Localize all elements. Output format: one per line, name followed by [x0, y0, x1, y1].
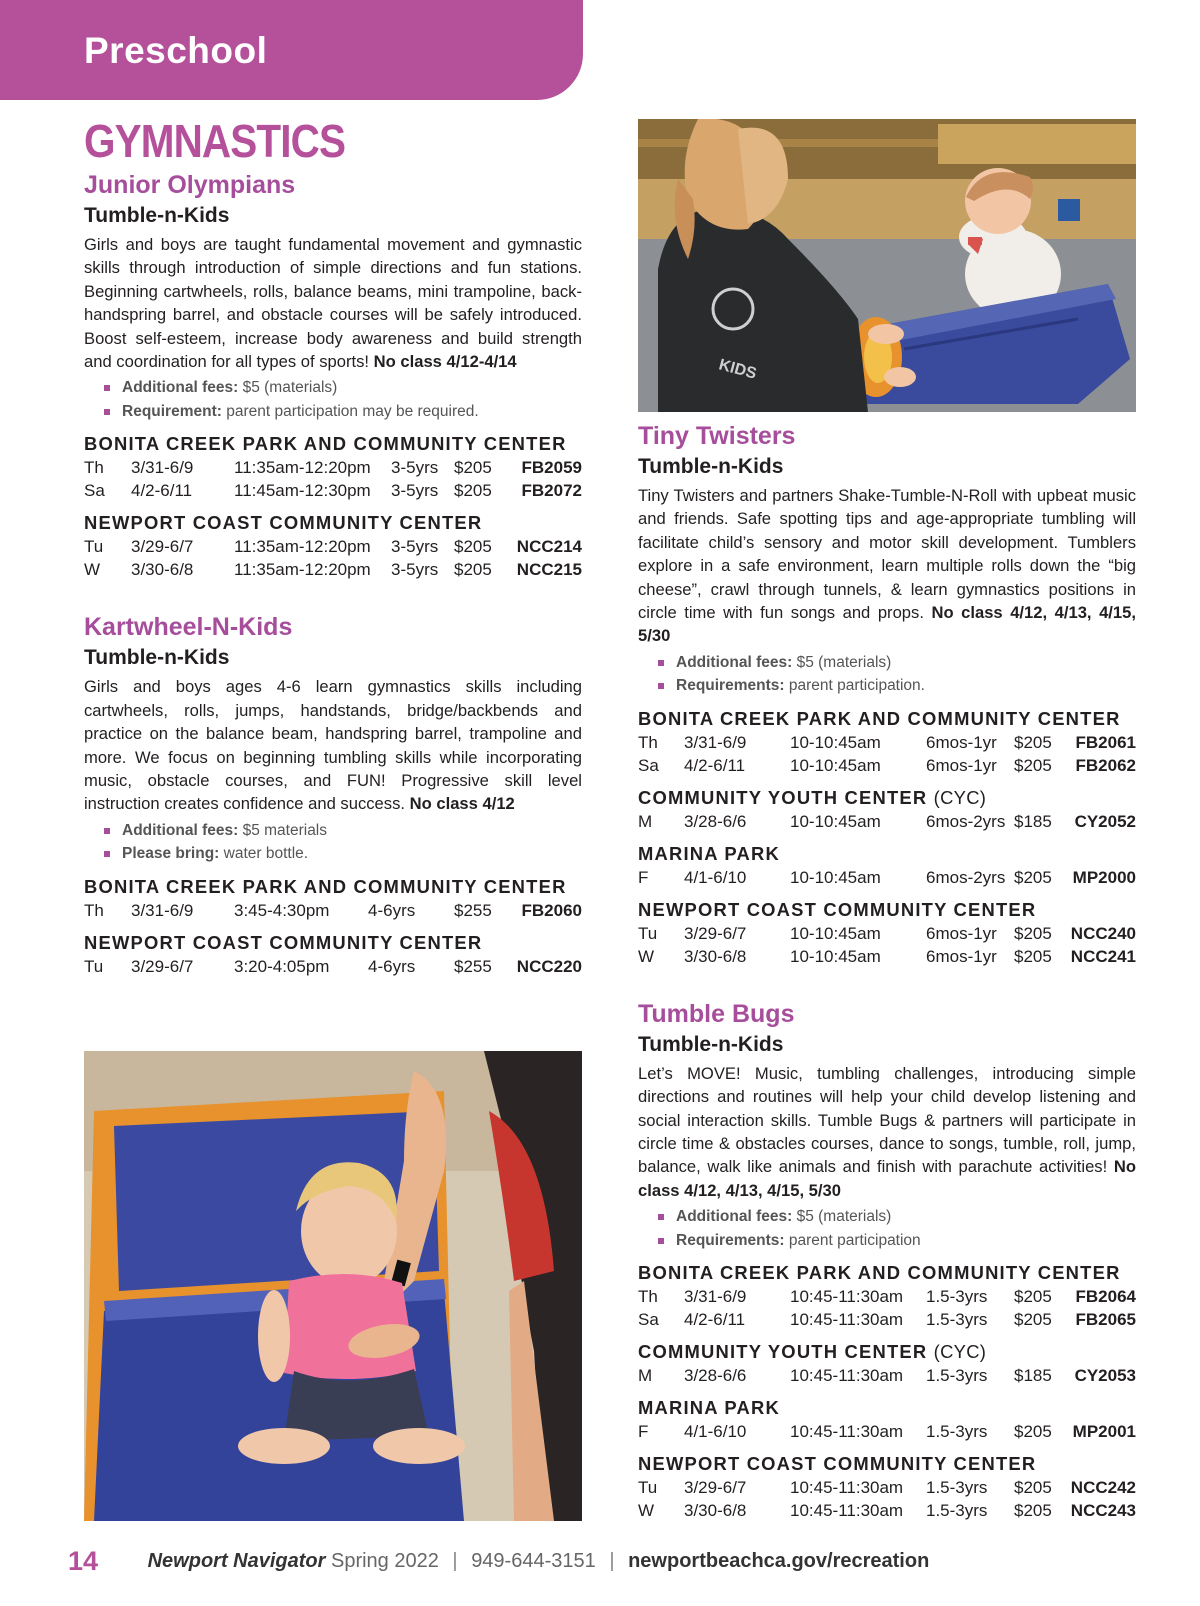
sched-age: 6mos-1yr	[926, 755, 997, 775]
sched-code: FB2062	[1075, 755, 1136, 775]
sched-day: Th	[638, 1287, 658, 1307]
sched-time: 11:45am-12:30pm	[234, 481, 371, 501]
sched-time: 10-10:45am	[790, 755, 881, 775]
sched-fee: $205	[1014, 1287, 1052, 1307]
schedule-row	[638, 945, 1136, 968]
location-heading: NEWPORT COAST COMMUNITY CENTER	[84, 512, 483, 534]
sched-age: 1.5-3yrs	[926, 1478, 988, 1498]
class-description: Girls and boys ages 4-6 learn gymnastics skills including cartwheels, rolls, jumps, handstands, bridge/backbends and practice on the balance beam, handspring barrel, trampoline and more. We focus on beginning tumbling skills while incorporating music, obstacle courses, and FUN! Progressive skill level instruction creates confidence and success. No class 4/12	[84, 677, 582, 814]
class-title: Tumble Bugs	[638, 999, 795, 1028]
schedule-row	[638, 922, 1136, 945]
sched-time: 10-10:45am	[790, 923, 881, 943]
sched-fee: $205	[1014, 946, 1052, 966]
left-column	[84, 113, 582, 978]
schedule-table	[84, 955, 582, 978]
location-heading: BONITA CREEK PARK AND COMMUNITY CENTER	[84, 875, 567, 897]
sched-fee: $205	[1014, 1422, 1052, 1442]
schedule-row	[84, 558, 582, 581]
class-description: Girls and boys are taught fundamental movement and gymnastic skills through introduction of simple directions and fun stations. Beginning cartwheels, rolls, balance beams, mini trampoline, back-handspring barrel, and obstacle courses will be safely introduced. Boost self-esteem, increase body awareness and build strength and coordination for all types of sports! No class 4/12-4/14	[84, 235, 582, 372]
schedule	[84, 431, 582, 581]
sched-day: M	[638, 811, 653, 831]
sched-day: Th	[638, 732, 658, 752]
sched-day: Sa	[84, 481, 105, 501]
sched-age: 1.5-3yrs	[926, 1310, 988, 1330]
sched-code: NCC241	[1070, 946, 1136, 966]
no-class-note: No class 4/12	[409, 794, 515, 814]
sched-day: W	[84, 560, 101, 580]
sched-code: FB2060	[521, 900, 582, 920]
sched-day: Tu	[638, 923, 658, 943]
location-heading: MARINA PARK	[638, 1397, 780, 1419]
class-bullets	[104, 376, 582, 423]
schedule-table	[638, 866, 1136, 889]
location-heading: COMMUNITY YOUTH CENTER (CYC)	[638, 786, 987, 808]
sched-age: 1.5-3yrs	[926, 1422, 988, 1442]
schedule-table	[638, 922, 1136, 968]
footer-phone: 949-644-3151	[471, 1549, 596, 1572]
sched-time: 10:45-11:30am	[790, 1310, 904, 1330]
sched-time: 3:45-4:30pm	[234, 900, 330, 920]
schedule-table	[638, 731, 1136, 777]
sched-code: NCC242	[1070, 1478, 1136, 1498]
page-number: 14	[68, 1546, 99, 1576]
schedule-table	[638, 1420, 1136, 1443]
sched-code: MP2000	[1072, 867, 1136, 887]
no-class-note: No class 4/12-4/14	[373, 352, 517, 372]
class-bullets	[658, 651, 1136, 698]
section-title: GYMNASTICS	[84, 115, 346, 167]
no-class-note: No class 4/12, 4/13, 4/15, 5/30	[638, 1157, 1136, 1200]
sched-dates: 3/30-6/8	[684, 946, 747, 966]
sched-day: M	[638, 1366, 653, 1386]
location-heading: MARINA PARK	[638, 842, 780, 864]
class-block-kartwheel-n-kids	[84, 611, 582, 977]
bullet-item: Additional fees: $5 materials	[104, 819, 582, 843]
sched-dates: 3/29-6/7	[684, 1478, 747, 1498]
bullet-item: Requirements: parent participation	[658, 1229, 1136, 1253]
sched-time: 10:45-11:30am	[790, 1422, 904, 1442]
sched-dates: 3/30-6/8	[684, 1501, 747, 1521]
location-heading: BONITA CREEK PARK AND COMMUNITY CENTER	[638, 1262, 1121, 1284]
bullet-item: Please bring: water bottle.	[104, 842, 582, 866]
section-header-tab	[0, 0, 583, 100]
location-heading: NEWPORT COAST COMMUNITY CENTER	[638, 898, 1037, 920]
class-provider: Tumble-n-Kids	[638, 455, 784, 478]
sched-age: 6mos-1yr	[926, 923, 997, 943]
schedule	[638, 1260, 1136, 1522]
sched-day: Tu	[84, 537, 104, 557]
schedule-row	[638, 754, 1136, 777]
sched-day: Tu	[638, 1478, 658, 1498]
sched-time: 10-10:45am	[790, 946, 881, 966]
sched-fee: $205	[1014, 867, 1052, 887]
sched-dates: 3/29-6/7	[131, 956, 194, 976]
photo-toddler-on-mat	[84, 1051, 582, 1521]
sched-fee: $205	[454, 560, 492, 580]
sched-fee: $205	[454, 458, 492, 478]
sched-code: FB2072	[521, 481, 582, 501]
sched-time: 11:35am-12:20pm	[234, 560, 371, 580]
sched-age: 3-5yrs	[391, 481, 439, 501]
class-description: Tiny Twisters and partners Shake-Tumble-N-Roll with upbeat music and friends. Safe spotting tips and age-appropriate tumbling will facilitate child’s sensory and motor skill development. Tumblers explore in a safe environment, learn multiple rolls down the “big cheese”, crawl through tunnels, & learn gymnastics positions in circle time with fun songs and props. No class 4/12, 4/13, 4/15, 5/30	[638, 486, 1136, 646]
sched-dates: 3/31-6/9	[684, 732, 747, 752]
location-heading: COMMUNITY YOUTH CENTER (CYC)	[638, 1341, 987, 1363]
page-footer	[68, 1546, 929, 1580]
sched-code: CY2053	[1074, 1366, 1136, 1386]
sched-dates: 3/28-6/6	[684, 811, 747, 831]
sched-time: 11:35am-12:20pm	[234, 458, 371, 478]
sched-code: NCC214	[516, 537, 582, 557]
schedule-row	[638, 1308, 1136, 1331]
sched-dates: 3/28-6/6	[684, 1366, 747, 1386]
sched-time: 10-10:45am	[790, 867, 881, 887]
sched-fee: $205	[1014, 1501, 1052, 1521]
sched-fee: $205	[1014, 755, 1052, 775]
sched-day: Tu	[84, 956, 104, 976]
class-block-tiny-twisters	[638, 420, 1136, 968]
sched-fee: $205	[1014, 1310, 1052, 1330]
sched-fee: $185	[1014, 811, 1052, 831]
sched-time: 10-10:45am	[790, 811, 881, 831]
sched-time: 3:20-4:05pm	[234, 956, 330, 976]
sched-age: 6mos-1yr	[926, 732, 997, 752]
sched-time: 10:45-11:30am	[790, 1478, 904, 1498]
sched-code: CY2052	[1074, 811, 1136, 831]
photo-illustration	[638, 119, 1136, 412]
schedule-row	[638, 1364, 1136, 1387]
location-heading: NEWPORT COAST COMMUNITY CENTER	[638, 1453, 1037, 1475]
class-bullets	[658, 1205, 1136, 1252]
sched-age: 3-5yrs	[391, 458, 439, 478]
sched-code: NCC240	[1070, 923, 1136, 943]
schedule-table	[84, 535, 582, 581]
bullet-item: Requirement: parent participation may be required.	[104, 400, 582, 424]
schedule-row	[84, 899, 582, 922]
class-block-tumble-bugs	[638, 998, 1136, 1522]
sched-code: FB2065	[1075, 1310, 1136, 1330]
schedule-table	[84, 456, 582, 502]
schedule-row	[84, 456, 582, 479]
sched-dates: 3/29-6/7	[684, 923, 747, 943]
sched-dates: 3/31-6/9	[131, 458, 194, 478]
sched-code: FB2061	[1075, 732, 1136, 752]
sched-code: NCC243	[1070, 1501, 1136, 1521]
sched-fee: $255	[454, 956, 492, 976]
footer-separator: |	[452, 1549, 458, 1572]
magazine-name: Newport Navigator	[147, 1549, 326, 1572]
footer-url[interactable]: newportbeachca.gov/recreation	[628, 1549, 930, 1572]
sched-dates: 4/2-6/11	[684, 1310, 746, 1330]
sched-fee: $205	[454, 537, 492, 557]
class-bullets	[104, 819, 582, 866]
schedule-table	[638, 1476, 1136, 1522]
sched-dates: 4/1-6/10	[684, 867, 747, 887]
sched-dates: 3/29-6/7	[131, 537, 194, 557]
bullet-item: Additional fees: $5 (materials)	[658, 1205, 1136, 1229]
sched-dates: 4/2-6/11	[131, 481, 193, 501]
sched-day: W	[638, 1501, 655, 1521]
sched-age: 6mos-1yr	[926, 946, 997, 966]
schedule-row	[638, 1285, 1136, 1308]
section-header-label: Preschool	[84, 30, 268, 71]
sched-day: Sa	[638, 755, 659, 775]
sched-dates: 3/31-6/9	[684, 1287, 747, 1307]
sched-fee: $205	[1014, 732, 1052, 752]
sched-code: FB2064	[1075, 1287, 1136, 1307]
shirt-text: KIDS	[716, 356, 759, 383]
schedule	[638, 706, 1136, 968]
schedule	[84, 874, 582, 978]
footer-separator: |	[609, 1549, 615, 1572]
sched-code: FB2059	[521, 458, 582, 478]
bullet-item: Additional fees: $5 (materials)	[104, 376, 582, 400]
class-block-junior-olympians	[84, 169, 582, 581]
sched-time: 10:45-11:30am	[790, 1366, 904, 1386]
sched-time: 11:35am-12:20pm	[234, 537, 371, 557]
bullet-item: Requirements: parent participation.	[658, 674, 1136, 698]
sched-fee: $255	[454, 900, 492, 920]
sched-dates: 3/30-6/8	[131, 560, 194, 580]
sched-time: 10:45-11:30am	[790, 1501, 904, 1521]
schedule-row	[84, 535, 582, 558]
location-heading: BONITA CREEK PARK AND COMMUNITY CENTER	[638, 707, 1121, 729]
sched-time: 10-10:45am	[790, 732, 881, 752]
sched-day: F	[638, 867, 649, 887]
sched-dates: 4/2-6/11	[684, 755, 746, 775]
no-class-note: No class 4/12, 4/13, 4/15, 5/30	[638, 603, 1136, 646]
class-provider: Tumble-n-Kids	[84, 646, 230, 670]
schedule-row	[638, 866, 1136, 889]
photo-illustration	[84, 1051, 582, 1521]
bullet-item: Additional fees: $5 (materials)	[658, 651, 1136, 675]
class-title: Tiny Twisters	[638, 422, 796, 450]
sched-day: Th	[84, 458, 104, 478]
schedule-table	[638, 1364, 1136, 1387]
sched-age: 6mos-2yrs	[926, 811, 1006, 831]
sched-dates: 4/1-6/10	[684, 1422, 747, 1442]
schedule-row	[84, 955, 582, 978]
sched-dates: 3/31-6/9	[131, 900, 194, 920]
issue-season: Spring 2022	[330, 1549, 439, 1572]
sched-fee: $185	[1014, 1366, 1052, 1386]
sched-fee: $205	[1014, 923, 1052, 943]
schedule-row	[638, 1420, 1136, 1443]
schedule-row	[638, 1499, 1136, 1522]
class-title: Junior Olympians	[84, 171, 296, 199]
class-title: Kartwheel-N-Kids	[84, 613, 293, 642]
sched-age: 4-6yrs	[368, 900, 416, 920]
sched-age: 1.5-3yrs	[926, 1366, 988, 1386]
sched-age: 6mos-2yrs	[926, 867, 1006, 887]
sched-code: NCC215	[516, 560, 582, 580]
location-heading: BONITA CREEK PARK AND COMMUNITY CENTER	[84, 433, 567, 455]
sched-age: 3-5yrs	[391, 560, 439, 580]
sched-day: W	[638, 946, 655, 966]
sched-time: 10:45-11:30am	[790, 1287, 904, 1307]
schedule-row	[84, 479, 582, 502]
schedule-row	[638, 731, 1136, 754]
sched-age: 3-5yrs	[391, 537, 439, 557]
sched-day: Sa	[638, 1310, 659, 1330]
photo-instructor-with-toddler	[638, 119, 1136, 412]
schedule-table	[638, 1285, 1136, 1331]
schedule-row	[638, 810, 1136, 833]
sched-age: 4-6yrs	[368, 956, 416, 976]
location-heading: NEWPORT COAST COMMUNITY CENTER	[84, 931, 483, 953]
schedule-row	[638, 1476, 1136, 1499]
sched-code: MP2001	[1072, 1422, 1136, 1442]
sched-fee: $205	[454, 481, 492, 501]
class-provider: Tumble-n-Kids	[84, 204, 230, 227]
schedule-table	[638, 810, 1136, 833]
class-provider: Tumble-n-Kids	[638, 1032, 784, 1056]
sched-day: Th	[84, 900, 104, 920]
sched-day: F	[638, 1422, 649, 1442]
schedule-table	[84, 899, 582, 922]
right-column	[638, 420, 1136, 1522]
class-description: Let’s MOVE! Music, tumbling challenges, introducing simple directions and routines will help your child develop listening and social interaction skills. Tumble Bugs & partners will participate in circle time & obstacles courses, dance to songs, tumble, roll, jump, balance, walk like animals and finish with parachute activities! No class 4/12, 4/13, 4/15, 5/30	[638, 1063, 1136, 1200]
sched-age: 1.5-3yrs	[926, 1287, 988, 1307]
sched-fee: $205	[1014, 1478, 1052, 1498]
sched-age: 1.5-3yrs	[926, 1501, 988, 1521]
sched-code: NCC220	[516, 956, 582, 976]
